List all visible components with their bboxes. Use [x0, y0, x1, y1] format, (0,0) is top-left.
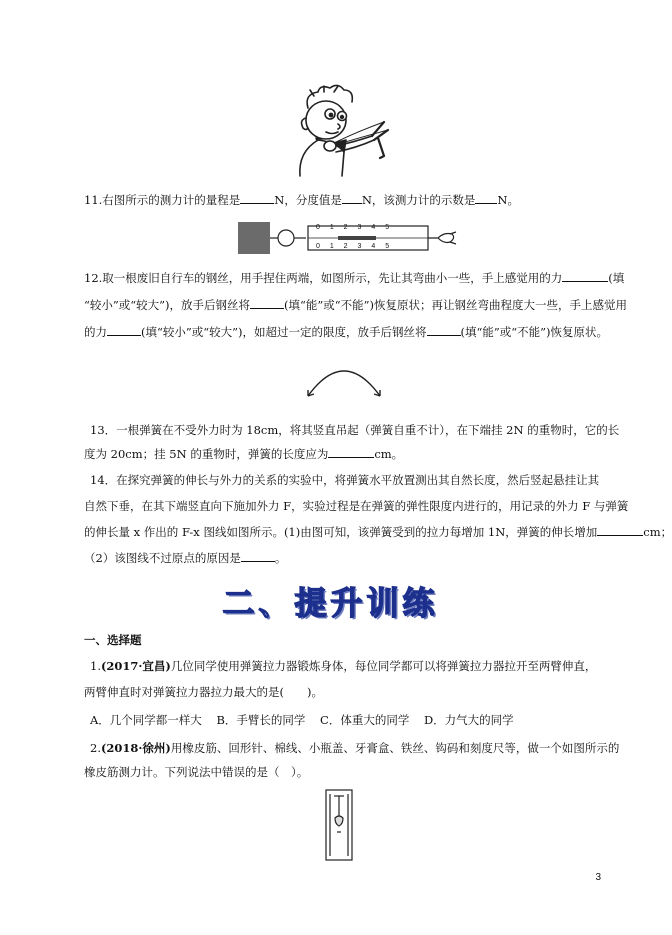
answer-blank[interactable]	[328, 446, 374, 458]
mc-question-1-line-2: 两臂伸直时对弹簧拉力器拉力最大的是( )。	[84, 685, 323, 699]
question-13-line-1: 13．一根弹簧在不受外力时为 18cm，将其竖直吊起（弹簧自重不计），在下端挂 2N 的重物时，它的长	[90, 423, 620, 437]
answer-blank[interactable]	[342, 192, 362, 204]
slingshot-boy-illustration	[286, 86, 392, 178]
answer-blank[interactable]	[427, 324, 461, 336]
option-a[interactable]: A．几个同学都一样大	[90, 713, 202, 727]
wall-block	[238, 222, 270, 254]
option-c[interactable]: C．体重大的同学	[320, 713, 410, 727]
option-d[interactable]: D．力气大的同学	[423, 713, 514, 727]
question-12-line-3: 的力 (填“较小”或“较大”)，如超过一定的限度，放手后钢丝将 (填“能”或“不能”)恢复原状。	[84, 325, 608, 339]
answer-blank[interactable]	[240, 192, 274, 204]
answer-blank[interactable]	[241, 550, 275, 562]
mc-question-2-line-1: 2.(2018·徐州)用橡皮筋、回形针、棉线、小瓶盖、牙膏盒、铁丝、钩码和刻度尺等，做一个如图所示的	[90, 741, 620, 755]
answer-blank[interactable]	[250, 297, 284, 309]
question-14-line-3: 的伸长量 x 作出的 F-x 图线如图所示。(1)由图可知，该弹簧受到的拉力每增加 1N，弹簧的伸长增加 cm；	[84, 525, 672, 539]
section-title: 二、提升训练	[222, 584, 439, 622]
question-13-line-2: 度为 20cm；挂 5N 的重物时，弹簧的长度应为 cm。	[84, 447, 404, 461]
subsection-heading: 一、选择题	[84, 633, 142, 647]
answer-blank[interactable]	[562, 270, 608, 282]
mc-question-2-line-2: 橡皮筋测力计。下列说法中错误的是（ ）。	[84, 765, 309, 779]
answer-blank[interactable]	[107, 324, 141, 336]
question-11: 11.右图所示的测力计的量程是 N，分度值是 N，该测力计的示数是 N。	[84, 193, 519, 207]
page-number: 3	[595, 872, 601, 883]
question-14-line-2: 自然下垂，在其下端竖直向下施加外力 F，实验过程是在弹簧的弹性限度内进行的，用记录的外力 F 与弹簧	[84, 499, 629, 513]
scale-top-ticks: 0 1 2 3 4 5	[316, 224, 394, 231]
question-12-line-2: “较小”或“较大”)，放手后钢丝将 (填“能”或“不能”)恢复原状；再让钢丝弯曲程度大一些，手上感觉用	[84, 298, 628, 312]
rubber-band-force-meter-figure	[322, 788, 356, 862]
mc-question-1-options	[90, 712, 591, 728]
bent-steel-wire-figure	[294, 356, 394, 400]
answer-blank[interactable]	[597, 524, 643, 536]
question-14-line-1: 14．在探究弹簧的伸长与外力的关系的实验中，将弹簧水平放置测出其自然长度，然后竖起悬挂让其	[90, 473, 600, 487]
mc-question-1-line-1: 1.(2017·宜昌)几位同学使用弹簧拉力器锻炼身体，每位同学都可以将弹簧拉力器拉开至两臂伸直，	[90, 659, 597, 673]
question-14-line-4: （2）该图线不过原点的原因是 。	[84, 551, 287, 565]
option-b[interactable]: B．手臂长的同学	[216, 713, 306, 727]
scale-bottom-ticks: 0 1 2 3 4 5	[316, 243, 394, 250]
question-12-line-1: 12.取一根废旧自行车的钢丝，用手捏住两端，如图所示，先让其弯曲小一些，手上感觉用的力 (填	[84, 271, 625, 285]
answer-blank[interactable]	[475, 192, 497, 204]
spring-scale-figure	[238, 220, 458, 256]
